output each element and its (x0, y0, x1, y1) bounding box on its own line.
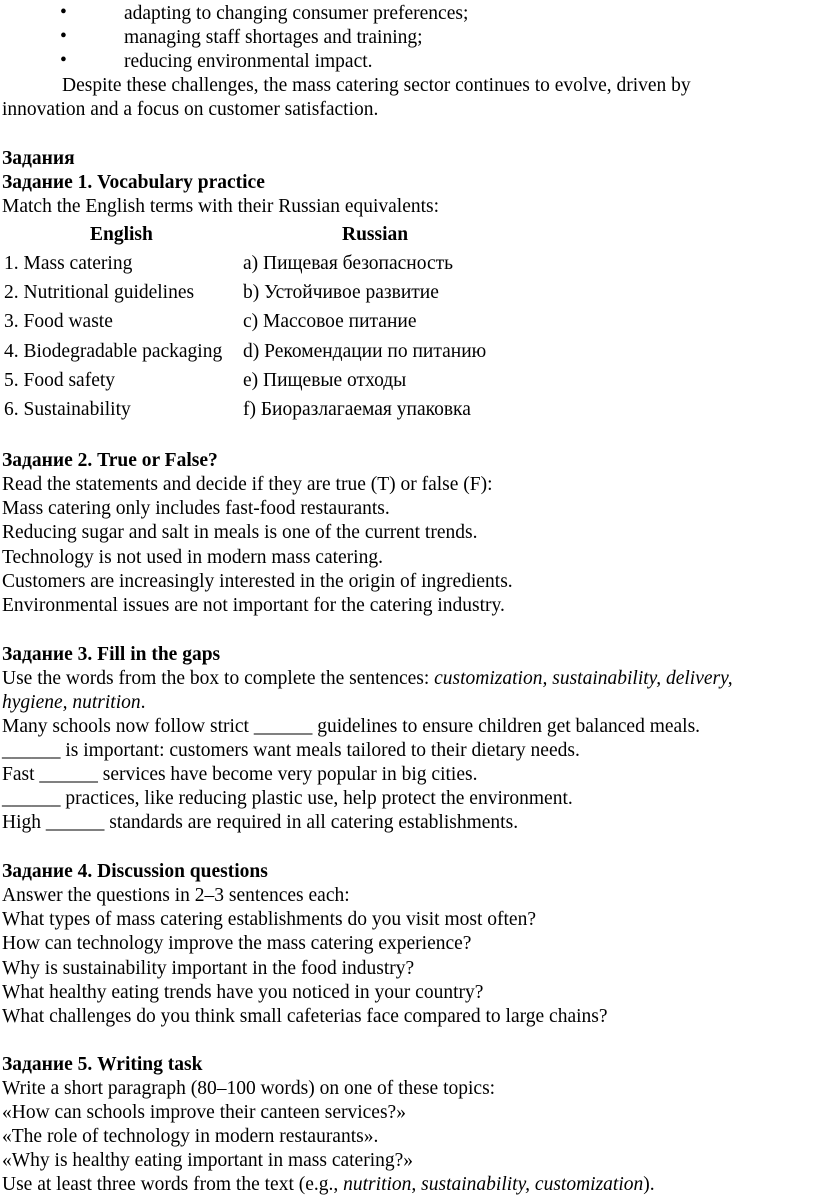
task3-sentence: High ______ standards are required in all catering establishments. (2, 812, 519, 833)
table-row-en: 4. Biodegradable packaging (4, 341, 223, 362)
intro-bullet-3: reducing environmental impact. (124, 51, 373, 72)
task3-instruction-text: Use the words from the box to complete the sentences: (2, 668, 435, 689)
task3-title: Задание 3. Fill in the gaps (2, 644, 221, 665)
task5-topic: «How can schools improve their canteen services?» (2, 1102, 406, 1123)
task4-question: How can technology improve the mass catering experience? (2, 933, 472, 954)
table-row-ru: b) Устойчивое развитие (243, 282, 439, 303)
task3-sentence: Fast ______ services have become very popular in big cities. (2, 764, 478, 785)
task2-instruction: Read the statements and decide if they are true (T) or false (F): (2, 474, 493, 495)
task2-statement: Customers are increasingly interested in the origin of ingredients. (2, 571, 513, 592)
task3-instruction (2, 667, 733, 691)
intro-paragraph-line-1: Despite these challenges, the mass catering sector continues to evolve, driven by (62, 75, 691, 96)
table-row-en: 1. Mass catering (4, 253, 133, 274)
task2-statement: Reducing sugar and salt in meals is one of the current trends. (2, 522, 478, 543)
bullet-symbol: • (60, 2, 67, 23)
col-header-english: English (90, 224, 153, 245)
task5-title: Задание 5. Writing task (2, 1054, 203, 1075)
table-row-ru: a) Пищевая безопасность (243, 253, 454, 274)
task3-word-box-1: customization, sustainability, delivery, (434, 668, 733, 689)
task1-title: Задание 1. Vocabulary practice (2, 172, 265, 193)
task3-sentence: Many schools now follow strict ______ guidelines to ensure children get balanced meals. (2, 716, 701, 737)
task4-question: Why is sustainability important in the food industry? (2, 958, 415, 979)
task2-statement: Technology is not used in modern mass catering. (2, 547, 383, 568)
task3-instruction-cont (2, 691, 146, 715)
task5-final-instruction (2, 1173, 655, 1197)
table-row-ru: e) Пищевые отходы (243, 370, 407, 391)
table-row-en: 3. Food waste (4, 311, 113, 332)
table-row-ru: f) Биоразлагаемая упаковка (243, 399, 471, 420)
task4-question: What challenges do you think small cafeterias face compared to large chains? (2, 1006, 608, 1027)
task5-final-text: Use at least three words from the text (e.g., (2, 1174, 344, 1195)
bullet-symbol: • (60, 50, 67, 71)
intro-bullet-1: adapting to changing consumer preferences; (124, 3, 469, 24)
task3-sentence: ______ practices, like reducing plastic use, help protect the environment. (2, 788, 573, 809)
task2-statement: Environmental issues are not important for the catering industry. (2, 595, 505, 616)
task4-title: Задание 4. Discussion questions (2, 861, 268, 882)
table-row-ru: c) Массовое питание (243, 311, 417, 332)
task4-instruction: Answer the questions in 2–3 sentences each: (2, 885, 350, 906)
bullet-symbol: • (60, 26, 67, 47)
task1-instruction: Match the English terms with their Russian equivalents: (2, 196, 440, 217)
intro-bullet-2: managing staff shortages and training; (124, 27, 423, 48)
task3-sentence: ______ is important: customers want meals tailored to their dietary needs. (2, 740, 580, 761)
intro-paragraph-line-2: innovation and a focus on customer satisfaction. (2, 99, 379, 120)
col-header-russian: Russian (342, 224, 409, 245)
task2-statement: Mass catering only includes fast-food restaurants. (2, 498, 390, 519)
table-row-en: 6. Sustainability (4, 399, 131, 420)
task5-final-words: nutrition, sustainability, customization (343, 1174, 644, 1195)
task5-topic: «Why is healthy eating important in mass catering?» (2, 1150, 414, 1171)
task3-instruction-end: . (140, 692, 146, 713)
table-row-ru: d) Рекомендации по питанию (243, 341, 487, 362)
tasks-heading: Задания (2, 148, 75, 169)
task2-title: Задание 2. True or False? (2, 450, 218, 471)
table-row-en: 5. Food safety (4, 370, 116, 391)
task4-question: What types of mass catering establishments do you visit most often? (2, 909, 536, 930)
task5-topic: «The role of technology in modern restaurants». (2, 1126, 379, 1147)
task5-final-end: ). (643, 1174, 655, 1195)
table-row-en: 2. Nutritional guidelines (4, 282, 195, 303)
task5-instruction: Write a short paragraph (80–100 words) on one of these topics: (2, 1078, 496, 1099)
task4-question: What healthy eating trends have you noticed in your country? (2, 982, 484, 1003)
task3-word-box-2: hygiene, nutrition (2, 692, 141, 713)
